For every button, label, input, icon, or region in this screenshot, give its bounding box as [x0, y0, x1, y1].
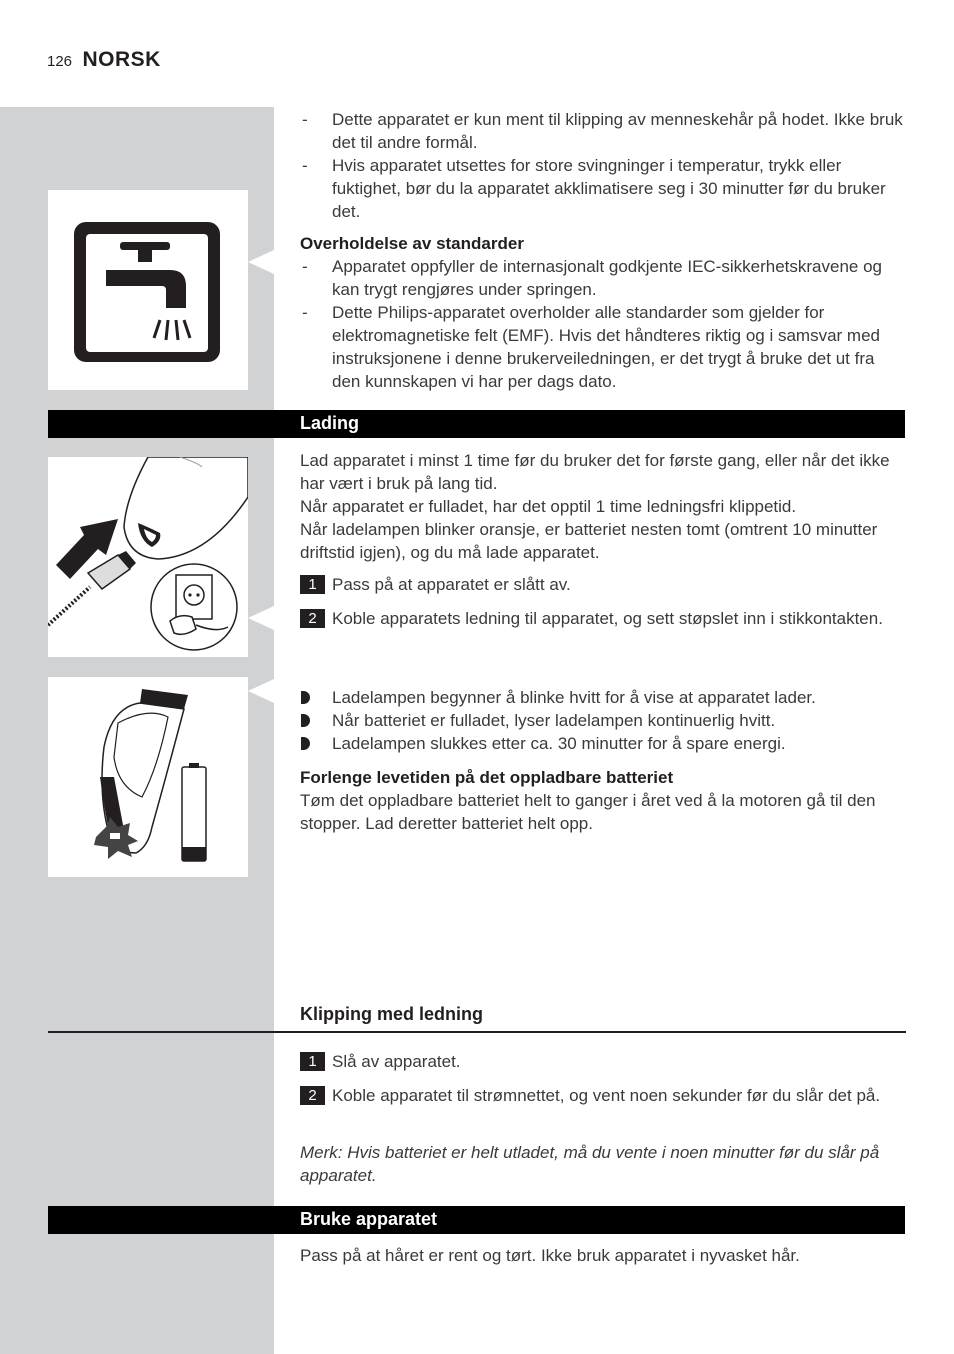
- paragraph: Når apparatet er fulladet, har det opptil 1 time ledningsfri klippetid.: [300, 497, 797, 516]
- step-text: Koble apparatets ledning til apparatet, og sett støpslet inn i stikkontakten.: [332, 609, 883, 628]
- charging-intro: [300, 449, 906, 564]
- standards-section: [300, 232, 906, 393]
- paragraph: Lad apparatet i minst 1 time før du bruker det for første gang, eller når det ikke har vært i bruk på lang tid.: [300, 451, 890, 493]
- corded-note: Merk: Hvis batteriet er helt utladet, må du vente i noen minutter før du slår på apparatet.: [300, 1143, 880, 1185]
- corded-step: [300, 1050, 906, 1073]
- charging-results: [300, 686, 906, 755]
- result-text: Ladelampen slukkes etter ca. 30 minutter for å spare energi.: [332, 734, 786, 753]
- list-item: - Hvis apparatet utsettes for store svingninger i temperatur, trykk eller fuktighet, bør du la apparatet akklimatisere seg i 30 minutter før du bruker det.: [300, 154, 906, 223]
- figure-pointer: [248, 606, 274, 630]
- step-number: 2: [300, 1086, 325, 1105]
- figure-pointer: [248, 250, 274, 274]
- section-heading: Bruke apparatet: [300, 1209, 438, 1229]
- section-heading: Lading: [300, 413, 359, 433]
- list-item: - Dette apparatet er kun ment til klipping av menneskehår på hodet. Ikke bruk det til andre formål.: [300, 108, 906, 154]
- section-rule-corded: [48, 1001, 906, 1033]
- water-tap-icon: [48, 190, 248, 390]
- clipper-battery-illustration: [48, 677, 248, 877]
- charging-step: [300, 607, 906, 630]
- step-number: 1: [300, 1052, 325, 1071]
- list-item: - Dette Philips-apparatet overholder alle standarder som gjelder for elektromagnetiske felt (EMF). Hvis det håndteres riktig og i samsvar med instruksjonene i denne brukerveiledningen, er det trygt å bruke det ut fra den kunnskapen vi har per dags dato.: [300, 301, 906, 393]
- step-number: 1: [300, 575, 325, 594]
- using-text: Pass på at håret er rent og tørt. Ikke bruk apparatet i nyvasket hår.: [300, 1246, 800, 1265]
- figure-pointer: [248, 679, 274, 703]
- page-header: [47, 48, 161, 72]
- charging-plug-illustration: [48, 457, 248, 657]
- result-text: Når batteriet er fulladet, lyser ladelampen kontinuerlig hvitt.: [332, 711, 776, 730]
- section-bar-using: [48, 1206, 905, 1234]
- section-heading: Klipping med ledning: [300, 1004, 483, 1024]
- step-text: Koble apparatet til strømnettet, og vent noen sekunder før du slår det på.: [332, 1086, 881, 1105]
- page-number: 126: [47, 53, 73, 70]
- step-text: Pass på at apparatet er slått av.: [332, 575, 571, 594]
- section-subheading: Forlenge levetiden på det oppladbare batteriet: [300, 768, 674, 787]
- intro-list: [300, 108, 906, 223]
- section-bar-charging: [48, 410, 905, 438]
- charging-step: [300, 573, 906, 596]
- step-number: 2: [300, 609, 325, 628]
- bullet-arrow-icon: [301, 714, 310, 727]
- battery-life-section: [300, 766, 906, 835]
- language-title: NORSK: [82, 48, 161, 71]
- bullet-arrow-icon: [301, 691, 310, 704]
- corded-step: [300, 1084, 906, 1107]
- paragraph: Når ladelampen blinker oransje, er batteriet nesten tomt (omtrent 10 minutter driftstid igjen), og du må lade apparatet.: [300, 520, 878, 562]
- step-text: Slå av apparatet.: [332, 1052, 461, 1071]
- result-text: Ladelampen begynner å blinke hvitt for å vise at apparatet lader.: [332, 688, 816, 707]
- bullet-arrow-icon: [301, 737, 310, 750]
- paragraph: Tøm det oppladbare batteriet helt to ganger i året ved å la motoren gå til den stopper. Lad deretter batteriet helt opp.: [300, 791, 876, 833]
- section-subheading: Overholdelse av standarder: [300, 234, 524, 253]
- list-item: - Apparatet oppfyller de internasjonalt godkjente IEC-sikkerhetskravene og kan trygt rengjøres under springen.: [300, 255, 906, 301]
